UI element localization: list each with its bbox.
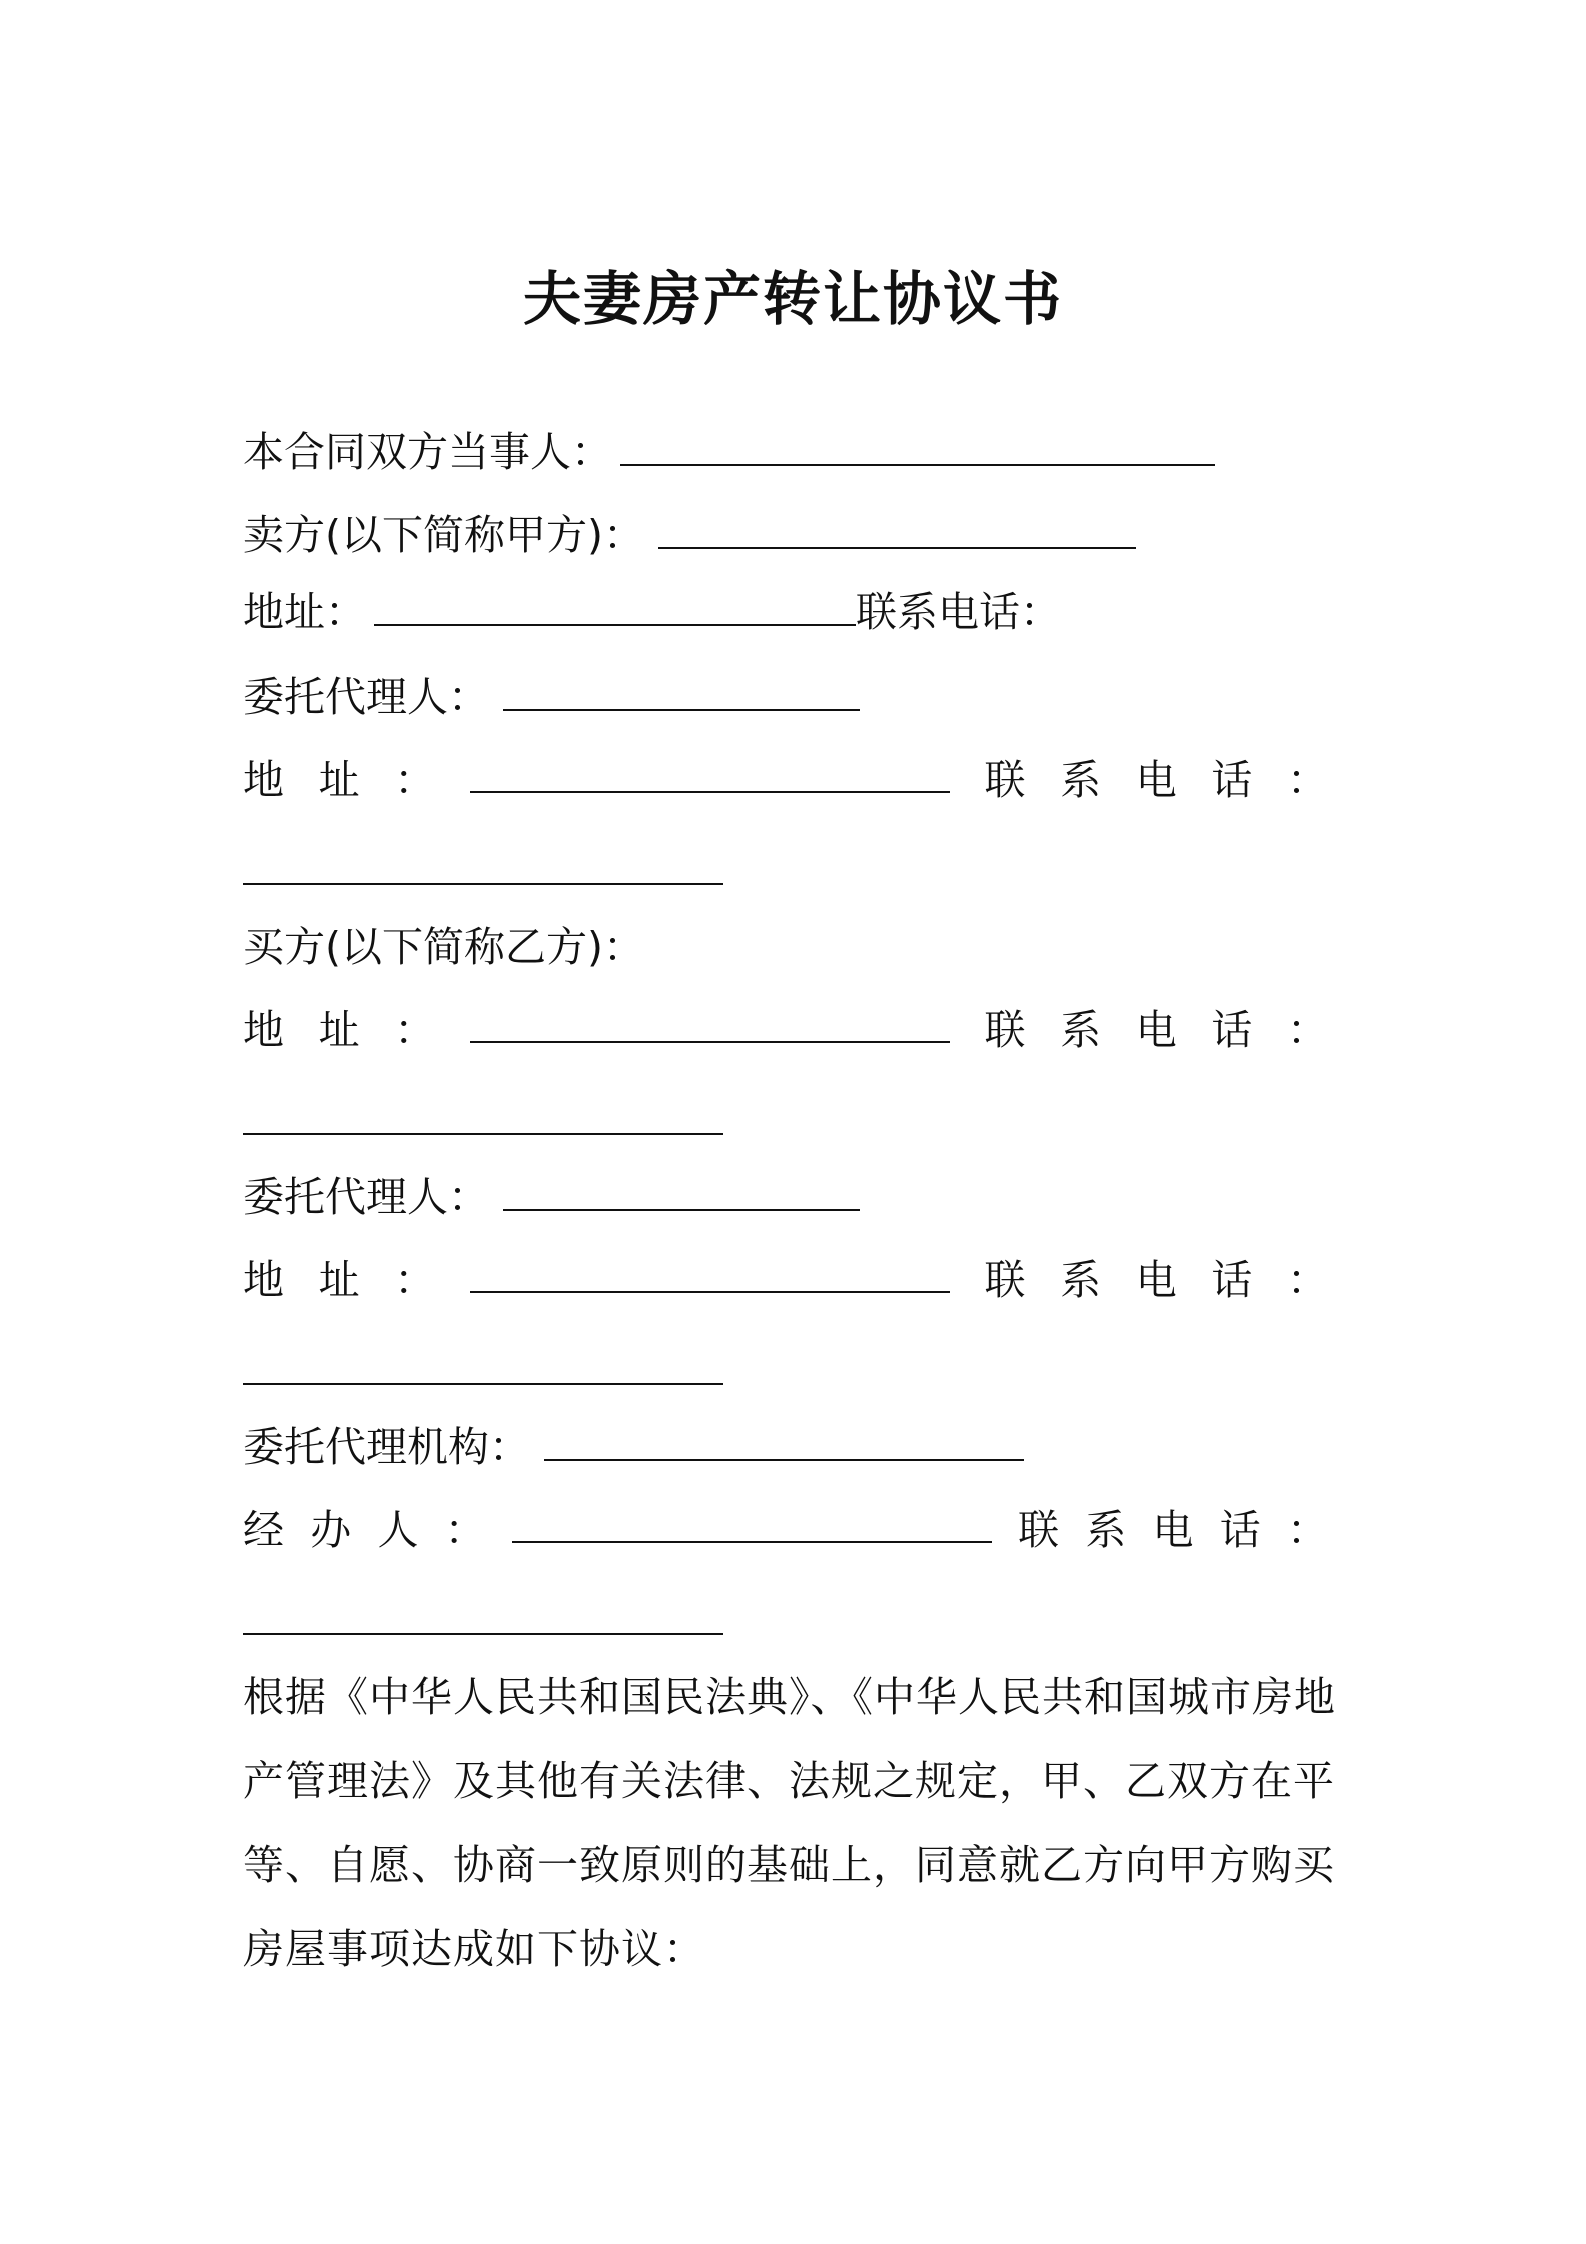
seller-agent-phone-blank-line [243, 846, 723, 896]
seller-phone-label: 联系电话： [856, 588, 1061, 636]
buyer-address-char: 址 [318, 1006, 360, 1054]
agency-phone-blank[interactable] [243, 1597, 723, 1635]
agency-line [243, 1422, 1024, 1472]
parties-label: 本合同双方当事人： [243, 428, 612, 476]
buyer-agent-address-blank[interactable] [470, 1255, 950, 1293]
buyer-agent-phone-char: ： [1287, 1256, 1328, 1304]
buyer-phone-char: 话 [1211, 1006, 1253, 1054]
seller-agent-phone-char: 联 [984, 756, 1026, 804]
seller-agent-blank[interactable] [503, 673, 860, 711]
buyer-agent-address-char: ： [394, 1256, 436, 1304]
buyer-agent-phone-char: 系 [1060, 1256, 1102, 1304]
buyer-agent-phone-blank-line [243, 1346, 723, 1396]
seller-address-blank[interactable] [374, 588, 856, 626]
seller-agent-label: 委托代理人： [243, 673, 489, 721]
buyer-agent-address-char: 址 [318, 1256, 360, 1304]
buyer-agent-address-char: 地 [243, 1256, 284, 1304]
seller-agent-phone-blank[interactable] [243, 847, 723, 885]
seller-agent-address-char: 地 [243, 756, 284, 804]
agreement-paragraph: 根据《中华人民共和国民法典》、《中华人民共和国城市房地产管理法》及其他有关法律、法规之规定，甲、乙双方在平等、自愿、协商一致原则的基础上，同意就乙方向甲方购买房屋事项达成如下协议： [243, 1673, 1336, 1973]
seller-agent-phone-char: 系 [1060, 756, 1102, 804]
agency-phone-char: 话 [1219, 1506, 1261, 1554]
agency-handler-char: ： [444, 1506, 486, 1554]
agency-handler-char: 人 [377, 1506, 419, 1554]
buyer-address-char: ： [394, 1006, 436, 1054]
seller-line [243, 510, 1136, 560]
buyer-label: 买方(以下简称乙方)： [243, 923, 644, 971]
agency-label: 委托代理机构： [243, 1423, 530, 1471]
seller-agent-line [243, 672, 860, 722]
buyer-address-blank[interactable] [470, 1005, 950, 1043]
seller-agent-address-char: ： [394, 756, 436, 804]
document-title: 夫妻房产转让协议书 [522, 265, 1063, 333]
seller-agent-phone-char: 电 [1135, 756, 1177, 804]
agency-handler-char: 办 [310, 1506, 352, 1554]
agency-handler-char: 经 [243, 1506, 284, 1554]
buyer-agent-label: 委托代理人： [243, 1173, 489, 1221]
buyer-phone-char: 系 [1060, 1006, 1102, 1054]
seller-blank[interactable] [658, 511, 1136, 549]
buyer-agent-phone-char: 联 [984, 1256, 1026, 1304]
buyer-address-line [243, 1005, 1328, 1055]
buyer-agent-phone-blank[interactable] [243, 1347, 723, 1385]
seller-agent-address-char: 址 [318, 756, 360, 804]
agency-phone-blank-line [243, 1596, 723, 1646]
buyer-phone-blank[interactable] [243, 1097, 723, 1135]
agency-blank[interactable] [544, 1423, 1024, 1461]
agency-phone-char: 电 [1152, 1506, 1194, 1554]
buyer-agent-line [243, 1172, 860, 1222]
seller-agent-address-line [243, 755, 1328, 805]
seller-label: 卖方(以下简称甲方)： [243, 511, 644, 559]
buyer-phone-blank-line [243, 1096, 723, 1146]
seller-agent-phone-char: ： [1287, 756, 1328, 804]
buyer-agent-address-line [243, 1255, 1328, 1305]
buyer-agent-blank[interactable] [503, 1173, 860, 1211]
buyer-agent-phone-char: 话 [1211, 1256, 1253, 1304]
agency-handler-blank[interactable] [512, 1505, 992, 1543]
agency-handler-line [243, 1505, 1328, 1555]
seller-agent-address-blank[interactable] [470, 755, 950, 793]
buyer-phone-char: 电 [1135, 1006, 1177, 1054]
agency-phone-char: 系 [1085, 1506, 1127, 1554]
parties-blank[interactable] [620, 428, 1215, 466]
buyer-agent-phone-char: 电 [1135, 1256, 1177, 1304]
buyer-phone-char: 联 [984, 1006, 1026, 1054]
buyer-line [243, 922, 644, 972]
seller-address-line [243, 587, 1061, 637]
buyer-address-char: 地 [243, 1006, 284, 1054]
buyer-phone-char: ： [1287, 1006, 1328, 1054]
seller-agent-phone-char: 话 [1211, 756, 1253, 804]
agency-phone-char: 联 [1018, 1506, 1060, 1554]
parties-line [243, 427, 1215, 477]
agency-phone-char: ： [1286, 1506, 1328, 1554]
seller-address-label: 地址： [243, 588, 366, 636]
